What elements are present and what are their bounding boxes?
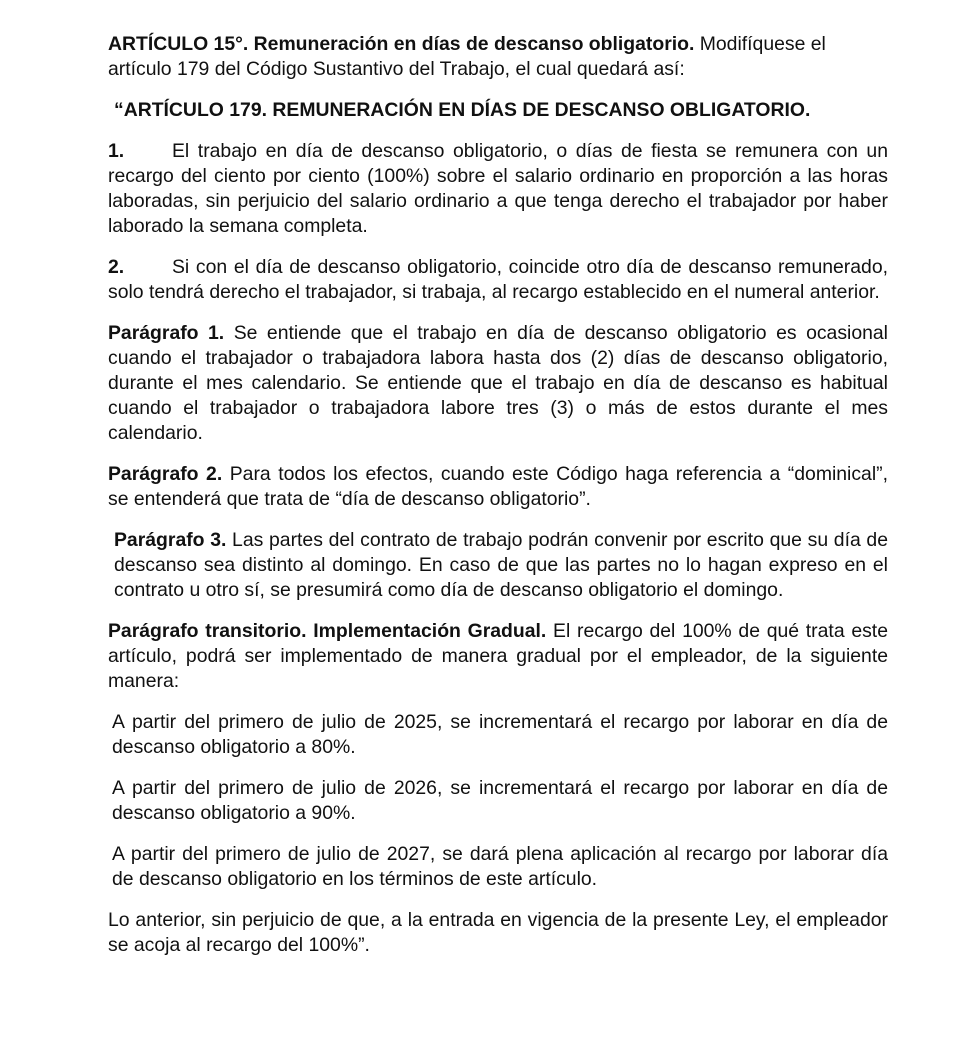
paragrafo-3 [108,528,888,603]
numeral-2-text: Si con el día de descanso obligatorio, coincide otro día de descanso remunerado, solo tendrá derecho el trabajador, si trabaja, al recargo establecido en el numeral anterior. [108,256,888,303]
paragrafo-2 [108,462,888,512]
numeral-1-number: 1. [108,140,125,162]
document-body [108,32,888,974]
paragrafo-transitorio-text: El recargo del 100% de qué trata este artículo, podrá ser implementado de manera gradual por el empleador, de la siguiente manera: [108,620,888,692]
step-2027: A partir del primero de julio de 2027, se dará plena aplicación al recargo por laborar día de descanso obligatorio en los términos de este artículo. [112,843,888,890]
paragrafo-2-text: Para todos los efectos, cuando este Código haga referencia a “dominical”, se entenderá que trata de “día de descanso obligatorio”. [108,463,888,510]
article-179-title: “ARTÍCULO 179. REMUNERACIÓN EN DÍAS DE DESCANSO OBLIGATORIO. [114,99,811,121]
paragrafo-1 [108,321,888,446]
paragrafo-1-label: Parágrafo 1. [108,322,225,344]
closing-paragraph: Lo anterior, sin perjuicio de que, a la entrada en vigencia de la presente Ley, el empleador se acoja al recargo del 100%”. [108,909,888,956]
article-15-paragraph [108,32,888,82]
paragrafo-2-label: Parágrafo 2. [108,463,223,485]
paragrafo-1-text: Se entiende que el trabajo en día de descanso obligatorio es ocasional cuando el trabajador o trabajadora labora hasta dos (2) días de descanso obligatorio, durante el mes calendario. Se entiende que el trabajo en día de descanso es habitual cuando el trabajador o trabajadora labore tres (3) o más de estos durante el mes calendario. [108,322,888,444]
step-2026: A partir del primero de julio de 2026, se incrementará el recargo por laborar en día de descanso obligatorio a 90%. [112,777,888,824]
paragrafo-3-text: Las partes del contrato de trabajo podrán convenir por escrito que su día de descanso sea distinto al domingo. En caso de que las partes no lo hagan expreso en el contrato u otro sí, se presumirá como día de descanso obligatorio el domingo. [114,529,888,601]
paragrafo-3-label: Parágrafo 3. [114,529,227,551]
numeral-1-text: El trabajo en día de descanso obligatorio, o días de fiesta se remunera con un recargo del ciento por ciento (100%) sobre el salario ordinario en proporción a las horas laboradas, sin perjuicio del salario ordinario a que tenga derecho el trabajador por haber laborado la semana completa. [108,140,888,237]
article-15-text: Modifíquese el artículo 179 del Código Sustantivo del Trabajo, el cual quedará así: [108,33,826,80]
step-2025: A partir del primero de julio de 2025, se incrementará el recargo por laborar en día de descanso obligatorio a 80%. [112,711,888,758]
article-15-heading: ARTÍCULO 15°. Remuneración en días de descanso obligatorio. [108,33,695,55]
paragrafo-transitorio-label: Parágrafo transitorio. Implementación Gradual. [108,620,547,642]
paragrafo-transitorio [108,619,888,694]
numeral-1 [108,139,888,239]
numeral-2-number: 2. [108,256,125,278]
numeral-2 [108,255,888,305]
